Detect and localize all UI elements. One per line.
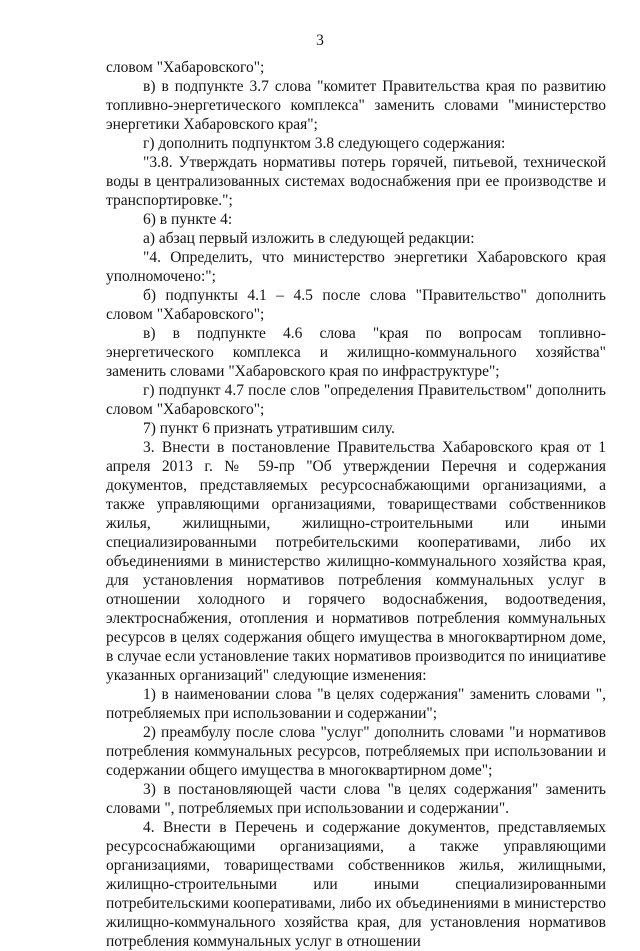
paragraph: 2) преамбулу после слова "услуг" дополнить словами "и нормативов потребления коммунальных ресурсов, потребляемых при использовании и содержании общего имущества в многоквартирном доме";: [106, 724, 606, 779]
paragraph: в) в подпункте 3.7 слова "комитет Правительства края по развитию топливно-энергетического комплекса" заменить словами "министерство энергетики Хабаровского края";: [106, 78, 606, 133]
paragraph: "3.8. Утверждать нормативы потерь горячей, питьевой, технической воды в централизованных системах водоснабжения при ее производстве и транспортировке.";: [106, 154, 606, 209]
paragraph: 4. Внести в Перечень и содержание документов, представляемых ресурсоснабжающими организациями, а также управляющими организациями, товариществами собственников жилья, жилищными, жилищно-строительными или иными специализированными потребительскими кооперативами, либо их объединениями в министерство жилищно-коммунального хозяйства края, для установления нормативов потребления коммунальных услуг в отношении: [106, 819, 606, 950]
paragraph: 3) в постановляющей части слова "в целях содержания" заменить словами ", потребляемых при использовании и содержании".: [106, 781, 606, 817]
paragraph: г) подпункт 4.7 после слов "определения Правительством" дополнить словом "Хабаровского";: [106, 382, 606, 418]
paragraph: г) дополнить подпунктом 3.8 следующего содержания:: [143, 135, 506, 152]
paragraph: 6) в пункте 4:: [143, 211, 233, 228]
paragraph: а) абзац первый изложить в следующей редакции:: [143, 230, 475, 247]
paragraph: словом "Хабаровского";: [106, 59, 265, 76]
paragraph: 3. Внести в постановление Правительства Хабаровского края от 1 апреля 2013 г. № 59-пр "Об утверждении Перечня и содержания документов, представляемых ресурсоснабжающими организациями, а также управляющими организациями, товариществами собственников жилья, жилищными, жилищно-строительными или иными специализированными потребительскими кооперативами, либо их объединениями в министерство жилищно-коммунального хозяйства края, для установления нормативов потребления коммунальных услуг в отношении холодного и горячего водоснабжения, водоотведения, электроснабжения, отопления и нормативов потребления коммунальных ресурсов в целях содержания общего имущества в многоквартирном доме, в случае если установление таких нормативов производится по инициативе указанных организаций" следующие изменения:: [106, 439, 606, 684]
paragraph: 1) в наименовании слова "в целях содержания" заменить словами ", потребляемых при использовании и содержании";: [106, 686, 606, 722]
paragraph: 7) пункт 6 признать утратившим силу.: [143, 420, 395, 437]
paragraph: б) подпункты 4.1 – 4.5 после слова "Правительство" дополнить словом "Хабаровского";: [106, 287, 606, 323]
document-body: [106, 58, 606, 951]
paragraph: "4. Определить, что министерство энергетики Хабаровского края уполномочено:";: [106, 249, 606, 285]
page-number: 3: [316, 32, 324, 49]
paragraph: в) в подпункте 4.6 слова "края по вопросам топливно-энергетического комплекса и жилищно-коммунального хозяйства" заменить словами "Хабаровского края по инфраструктуре";: [106, 325, 606, 380]
